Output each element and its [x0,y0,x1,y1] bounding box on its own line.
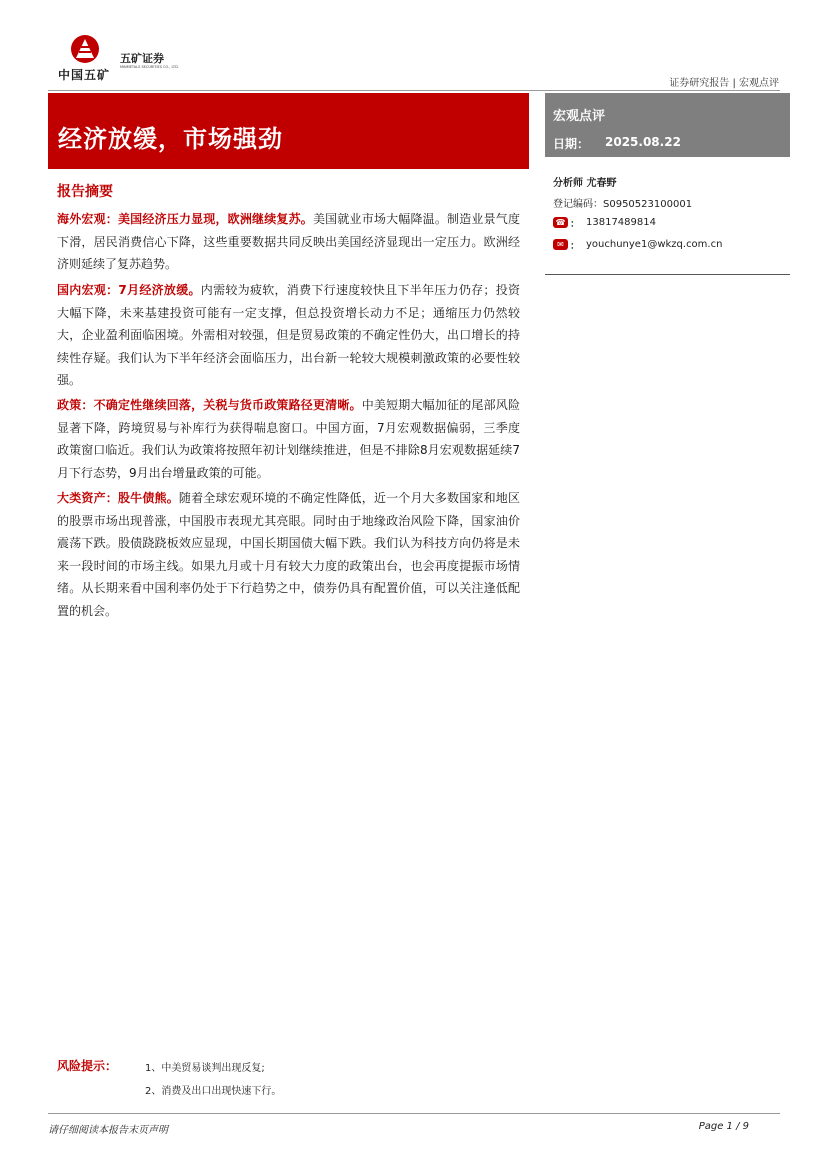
summary-heading: 报告摘要 [57,184,113,200]
paragraph-body: 内需较为疲软，消费下行速度较快且下半年压力仍存；投资大幅下降，未来基建投资可能有一定支撑，但总投资增长动力不足；通缩压力仍然较大，企业盈利面临困境。外需相对较强，但是贸易政策的不确定性仍大，出口增长的持续性存疑。我们认为下半年经济会面临压力，出台新一轮较大规模刺激政策的必要性较强。 [57,283,520,387]
paragraph-body: 中美短期大幅加征的尾部风险显著下降，跨境贸易与补库行为获得喘息窗口。中国方面，7月宏观数据偏弱，三季度政策窗口临近。我们认为政策将按照年初计划继续推进，但是不排除8月宏观数据延续7月下行态势，9月出台增量政策的可能。 [57,398,520,480]
paragraph-overseas [57,208,520,276]
report-meta-box [545,93,790,157]
phone-colon: ： [570,219,580,230]
date-value: 2025.08.22 [605,135,681,149]
paragraph-lead: 大类资产：股牛债熊。 [57,491,179,505]
logo-cn-name: 中国五矿 [58,68,111,82]
reg-label: 登记编码： [553,199,603,210]
report-category: 宏观点评 [553,109,606,124]
email-colon: ： [570,241,580,252]
paragraph-body: 随着全球宏观环境的不确定性降低，近一个月大多数国家和地区的股票市场出现普涨，中国股市表现尤其亮眼。同时由于地缘政治风险下降，国家油价震荡下跌。股债跷跷板效应显现，中国长期国债大幅下跌。我们认为科技方向仍将是未来一段时间的市场主线。如果九月或十月有较大力度的政策出台，也会再度提振市场情绪。从长期来看中国利率仍处于下行趋势之中，债券仍具有配置价值，可以关注逢低配置的机会。 [57,491,520,618]
phone-number: 13817489814 [586,217,656,228]
email-address[interactable]: youchunye1@wkzq.com.cn [586,239,723,250]
risk-item: 1、中美贸易谈判出现反复; [145,1063,265,1074]
paragraph-lead: 国内宏观：7月经济放缓。 [57,283,201,297]
company-logo [58,34,188,84]
phone-icon: ☎ [553,217,568,228]
risk-label: 风险提示： [57,1059,118,1073]
logo-company-name: 五矿证券 [120,52,164,65]
phone-row [553,215,656,230]
report-type: 证券研究报告 | 宏观点评 [669,78,779,89]
paragraph-policy [57,394,520,484]
email-row [553,237,722,252]
registration-number [553,195,692,210]
side-divider [545,274,790,275]
date-label: 日期： [553,137,590,151]
email-icon: ✉ [553,239,568,250]
risk-item: 2、消费及出口出现快速下行。 [145,1086,282,1097]
paragraph-lead: 海外宏观：美国经济压力显现，欧洲继续复苏。 [57,212,313,226]
paragraph-domestic [57,279,520,392]
analyst-name: 分析师 尤春野 [553,178,617,189]
report-title: 经济放缓，市场强劲 [58,125,283,153]
logo-en-name: MINMETALS SECURITIES CO., LTD. [120,65,179,69]
paragraph-body: 美国就业市场大幅降温。制造业景气度下滑，居民消费信心下降，这些重要数据共同反映出美国经济显现出一定压力。欧洲经济则延续了复苏趋势。 [57,212,520,271]
minmetals-emblem-icon [70,34,100,64]
header-divider [48,90,780,91]
reg-value: S0950523100001 [603,199,693,210]
footer-disclaimer: 请仔细阅读本报告末页声明 [48,1125,168,1136]
title-band [48,93,529,169]
page-number: Page 1 / 9 [698,1121,749,1132]
paragraph-assets [57,487,520,622]
paragraph-lead: 政策：不确定性继续回落，关税与货币政策路径更清晰。 [57,398,362,412]
footer-divider [48,1113,780,1114]
